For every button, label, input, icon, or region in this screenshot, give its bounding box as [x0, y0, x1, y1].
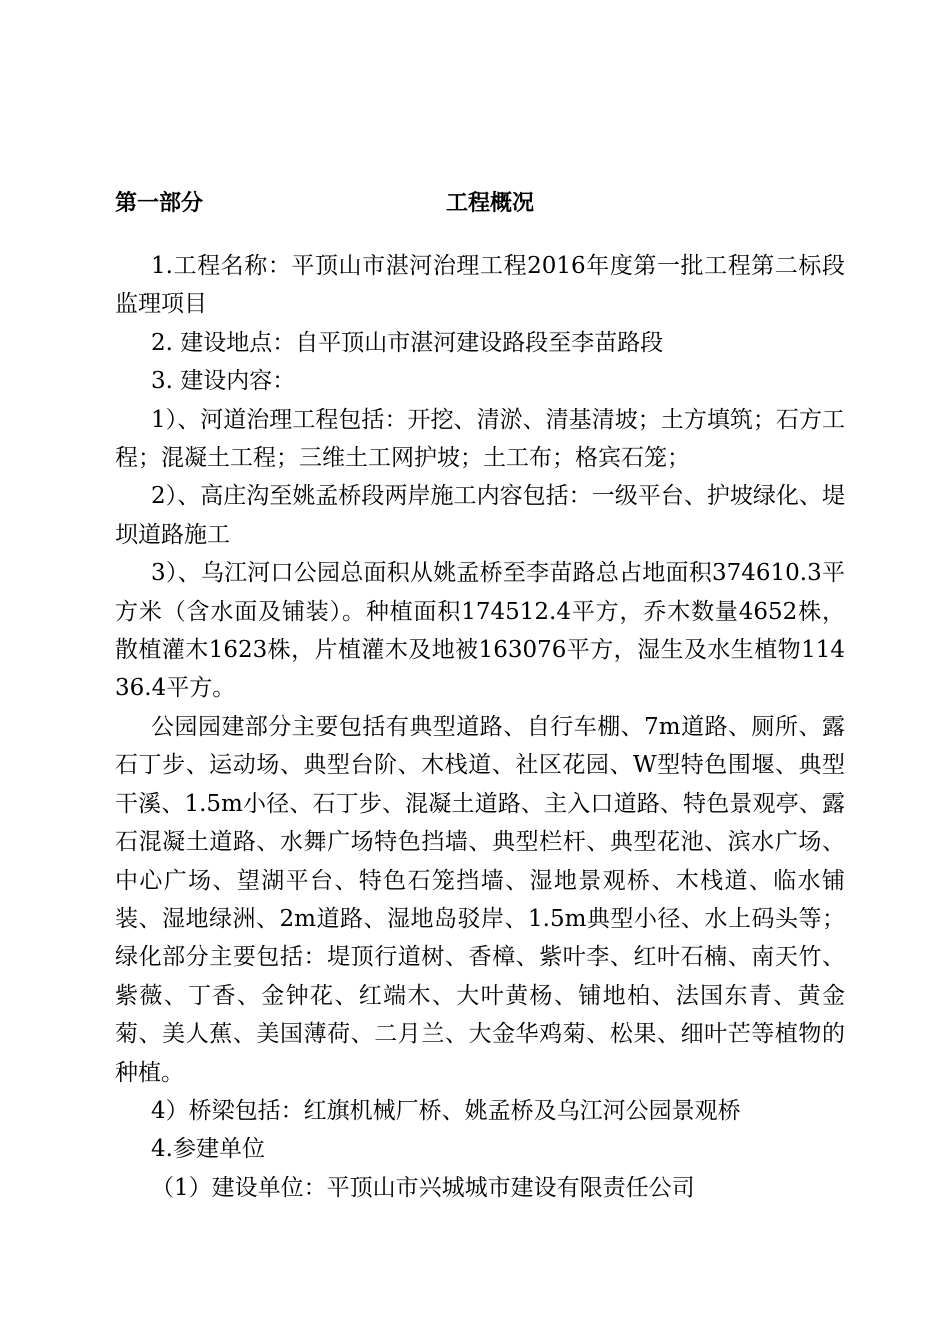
section-title: 工程概况 [446, 191, 535, 216]
paragraph-park-construction: 公园园建部分主要包括有典型道路、自行车棚、7m道路、厕所、露石丁步、运动场、典型台阶、木栈道、社区花园、W型特色围堰、典型干溪、1.5m小径、石丁步、混凝土道路、主入口道路、特色景观亭、露石混凝土道路、水舞广场特色挡墙、典型栏杆、典型花池、滨水广场、中心广场、望湖平台、特色石笼挡墙、湿地景观桥、木栈道、临水铺装、湿地绿洲、2m道路、湿地岛驳岸、1.5m典型小径、水上码头等；绿化部分主要包括：堤顶行道树、香樟、紫叶李、红叶石楠、南天竹、紫薇、丁香、金钟花、红端木、大叶黄杨、铺地柏、法国东青、黄金菊、美人蕉、美国薄荷、二月兰、大金华鸡菊、松果、细叶芒等植物的种植。 [115, 713, 845, 1086]
paragraph-project-name: 1.工程名称：平顶山市湛河治理工程2016年度第一批工程第二标段监理项目 [115, 253, 845, 318]
paragraph-participants-heading: 4.参建单位 [151, 1136, 265, 1163]
paragraph-location: 2. 建设地点：自平顶山市湛河建设路段至李苗路段 [151, 329, 664, 356]
paragraph-bridges: 4）桥梁包括：红旗机械厂桥、姚孟桥及乌江河公园景观桥 [151, 1097, 741, 1124]
section-part-label: 第一部分 [115, 191, 204, 216]
paragraph-content-heading: 3. 建设内容： [151, 368, 296, 395]
paragraph-park-area: 3）、乌江河口公园总面积从姚孟桥至李苗路总占地面积374610.3平方米（含水面及铺装）。种植面积174512.4平方，乔木数量4652株，散植灌木1623株，片植灌木及地被163076平方，湿生及水生植物11436.4平方。 [115, 560, 845, 702]
paragraph-owner: （1）建设单位：平顶山市兴城城市建设有限责任公司 [151, 1174, 695, 1201]
paragraph-river-works: 1）、河道治理工程包括：开挖、清淤、清基清坡；土方填筑；石方工程；混凝土工程；三维土工网护坡；土工布；格宾石笼； [115, 406, 845, 472]
section-heading [115, 186, 835, 222]
document-body [115, 247, 845, 1207]
paragraph-bank-works: 2）、高庄沟至姚孟桥段两岸施工内容包括：一级平台、护坡绿化、堤坝道路施工 [115, 483, 845, 548]
